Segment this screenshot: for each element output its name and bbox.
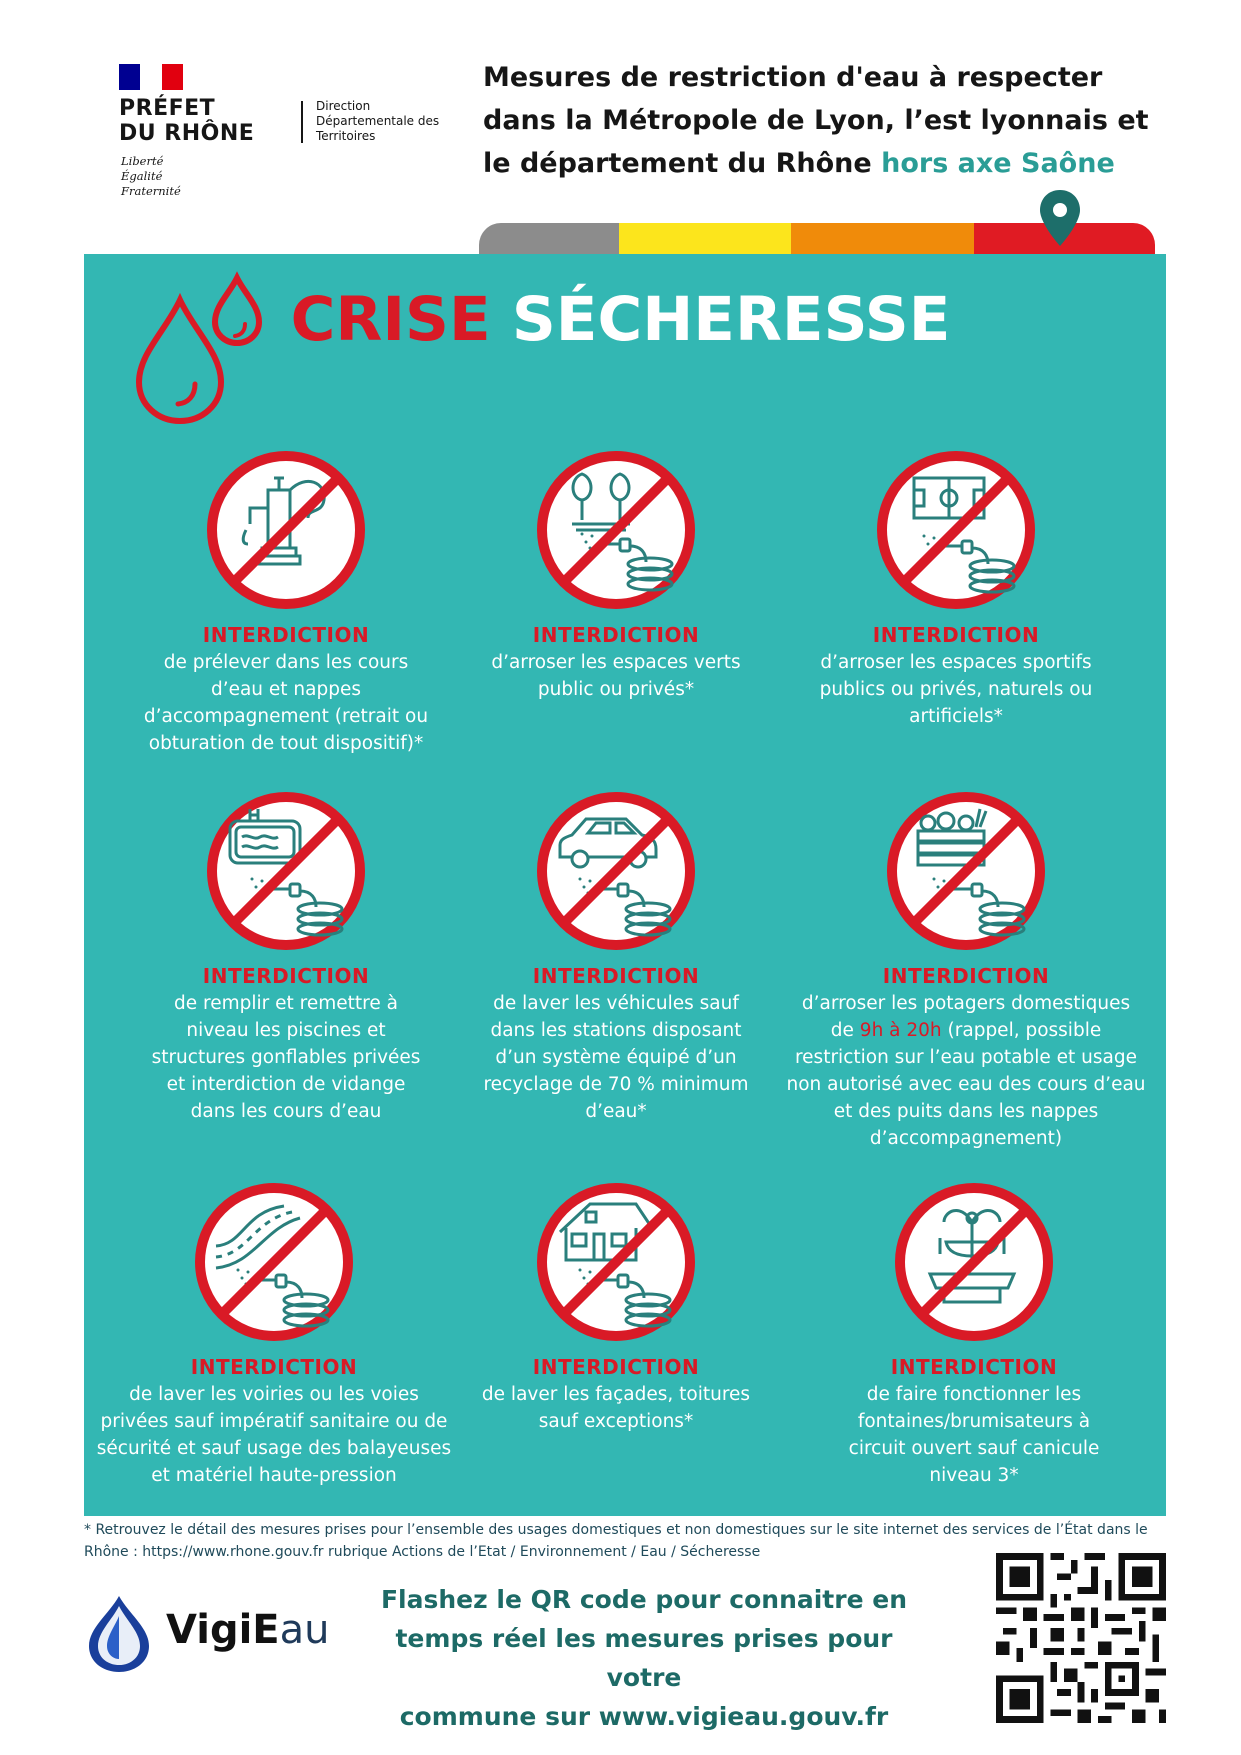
restriction-item [784, 1182, 1164, 1489]
footnote: * Retrouvez le détail des mesures prises pour l’ensemble des usages domestiques et non domestiques sur le site internet des services de l’État dans le Rhône : https://www.rhone.gouv.fr rubrique Actions de l’Etat / Environnement / Eau / Sécheresse [84, 1522, 1148, 1560]
item-description: de laver les véhicules sauf dans les stations disposant d’un système équipé d’un recyclage de 70 % minimum d’eau* [483, 993, 749, 1122]
item-desc-hours: 9h à 20h [859, 1020, 942, 1041]
prefet-du-rhone-label: PRÉFET DU RHÔNE [119, 96, 255, 146]
french-flag-logo [119, 64, 183, 90]
level-pin-icon [1037, 188, 1083, 252]
vigieau-brand-start: VigiE [166, 1607, 280, 1653]
item-description: d’arroser les espaces sportifs publics ou privés, naturels ou artificiels* [819, 652, 1093, 727]
item-description: de remplir et remettre à niveau les piscines et structures gonflables privées et interdiction de vidange dans les cours d’eau [151, 993, 421, 1122]
green-spaces-icon [536, 450, 696, 610]
vigieau-logo-icon [83, 1592, 155, 1676]
header-divider [301, 101, 303, 143]
item-title: INTERDICTION [532, 964, 700, 988]
restriction-item [96, 791, 476, 1125]
restriction-item [96, 450, 476, 757]
qr-instruction: Flashez le QR code pour connaitre en temps réel les mesures prises pour votre commune sur www.vigieau.gouv.fr [380, 1585, 907, 1731]
page-title [483, 56, 1183, 185]
road-icon [194, 1182, 354, 1342]
restriction-item [84, 1182, 464, 1489]
item-desc-part: (rappel, possible restriction sur l’eau potable et usage non autorisé avec eau des cours d’eau et des puits dans les nappes d’accompagnement) [786, 1020, 1146, 1149]
sports-field-icon [876, 450, 1036, 610]
pool-icon [206, 791, 366, 951]
item-description: de laver les façades, toitures sauf exceptions* [481, 1384, 751, 1432]
republic-motto: Liberté Égalité Fraternité [121, 154, 181, 198]
item-description [776, 990, 1156, 1152]
item-description: d’arroser les espaces verts public ou privés* [491, 652, 741, 700]
restriction-item [426, 450, 806, 703]
item-title: INTERDICTION [532, 623, 700, 647]
item-title: INTERDICTION [202, 964, 370, 988]
item-title: INTERDICTION [882, 964, 1050, 988]
level-alerte [619, 223, 791, 255]
level-word-crise: CRISE [290, 284, 491, 355]
level-heading [0, 285, 1241, 355]
item-description: de faire fonctionner les fontaines/brumisateurs à circuit ouvert sauf canicule niveau 3* [848, 1384, 1100, 1486]
item-title: INTERDICTION [202, 623, 370, 647]
qr-code[interactable] [996, 1553, 1166, 1723]
car-wash-icon [536, 791, 696, 951]
item-desc-part: d’arroser les potagers domestiques de [801, 993, 1131, 1041]
level-word-secheresse: SÉCHERESSE [511, 284, 951, 355]
vegetable-garden-icon [886, 791, 1046, 951]
level-vigilance [479, 223, 619, 255]
water-pump-icon [206, 450, 366, 610]
restriction-item [426, 791, 806, 1125]
fountain-icon [894, 1182, 1054, 1342]
item-title: INTERDICTION [532, 1355, 700, 1379]
vigieau-brand-end: au [279, 1607, 330, 1653]
vigieau-brand [166, 1605, 330, 1655]
page-title-highlight: hors axe Saône [881, 148, 1115, 179]
item-title: INTERDICTION [872, 623, 1040, 647]
level-alerte-renforcee [791, 223, 974, 255]
ddt-label: Direction Départementale des Territoires [316, 99, 440, 143]
item-description: de laver les voiries ou les voies privées sauf impératif sanitaire ou de sécurité et sauf usage des balayeuses et matériel haute-pression [96, 1384, 452, 1486]
page-title-main: Mesures de restriction d'eau à respecter dans la Métropole de Lyon, l’est lyonnais et le département du Rhône [483, 62, 1149, 179]
restriction-item [766, 450, 1146, 730]
item-description: de prélever dans les cours d’eau et nappes d’accompagnement (retrait ou obturation de tout dispositif)* [143, 652, 429, 754]
item-title: INTERDICTION [890, 1355, 1058, 1379]
item-title: INTERDICTION [190, 1355, 358, 1379]
restriction-item [426, 1182, 806, 1435]
house-facade-icon [536, 1182, 696, 1342]
restriction-item [776, 791, 1156, 1152]
